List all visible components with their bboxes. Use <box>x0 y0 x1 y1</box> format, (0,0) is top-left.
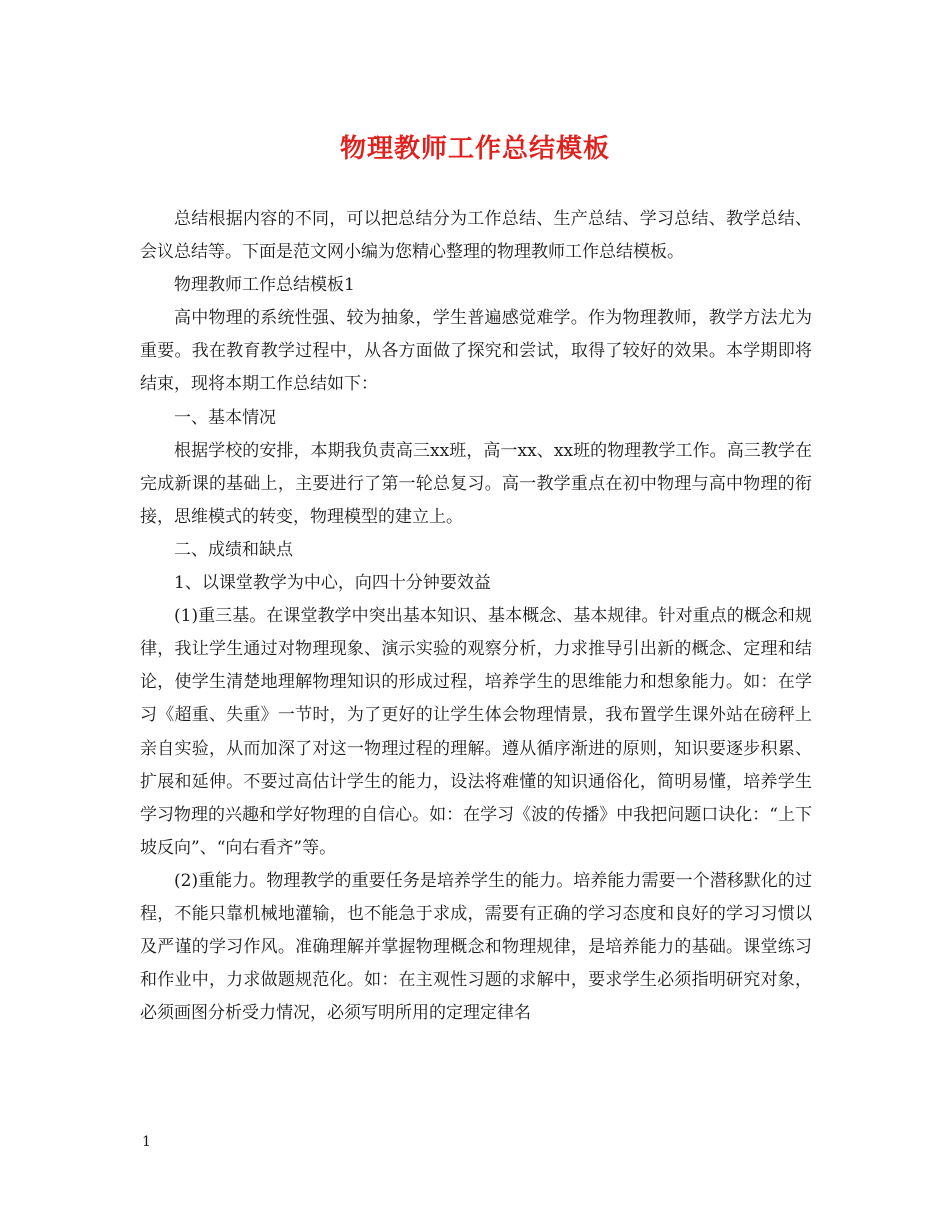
section-heading-basic: 一、基本情况 <box>174 407 276 428</box>
subsection-heading: 1、以课堂教学为中心，向四十分钟要效益 <box>174 573 491 594</box>
body-paragraph: (1)重三基。在课堂教学中突出基本知识、基本概念、基本规律。针对重点的概念和规律，我让学生通过对物理现象、演示实验的观察分析，力求推导引出新的概念、定理和结论，使学生清楚地理解物理知识的形成过程，培养学生的思维能力和想象能力。如：在学习《超重、失重》一节时，为了更好的让学生体会物理情景，我布置学生课外站在磅秤上亲自实验，从而加深了对这一物理过程的理解。遵从循序渐进的原则，知识要逐步积累、扩展和延伸。不要过高估计学生的能力，设法将难懂的知识通俗化，简明易懂，培养学生学习物理的兴趣和学好物理的自信心。如：在学习《波的传播》中我把问题口诀化：“上下坡反向”、“向右看齐”等。 <box>140 606 812 858</box>
document-body <box>140 203 812 1030</box>
document-title: 物理教师工作总结模板 <box>339 134 610 164</box>
section-heading-results: 二、成绩和缺点 <box>174 539 293 560</box>
page-number: 1 <box>142 1134 151 1150</box>
body-paragraph: 根据学校的安排，本期我负责高三xx班，高一xx、xx班的物理教学工作。高三教学在完成新课的基础上，主要进行了第一轮总复习。高一教学重点在初中物理与高中物理的衔接，思维模式的转变，物理模型的建立上。 <box>140 440 812 527</box>
body-paragraph: (2)重能力。物理教学的重要任务是培养学生的能力。培养能力需要一个潜移默化的过程，不能只靠机械地灌输，也不能急于求成，需要有正确的学习态度和良好的学习习惯以及严谨的学习作风。准确理解并掌握物理概念和物理规律，是培养能力的基础。课堂练习和作业中，力求做题规范化。如：在主观性习题的求解中，要求学生必须指明研究对象，必须画图分析受力情况，必须写明所用的定理定律名 <box>140 870 812 1024</box>
intro-paragraph: 总结根据内容的不同，可以把总结分为工作总结、生产总结、学习总结、教学总结、会议总结等。下面是范文网小编为您精心整理的物理教师工作总结模板。 <box>140 209 812 263</box>
body-paragraph: 高中物理的系统性强、较为抽象，学生普遍感觉难学。作为物理教师，教学方法尤为重要。我在教育教学过程中，从各方面做了探究和尝试，取得了较好的效果。本学期即将结束，现将本期工作总结如下： <box>140 308 812 395</box>
template-heading: 物理教师工作总结模板1 <box>174 275 355 296</box>
